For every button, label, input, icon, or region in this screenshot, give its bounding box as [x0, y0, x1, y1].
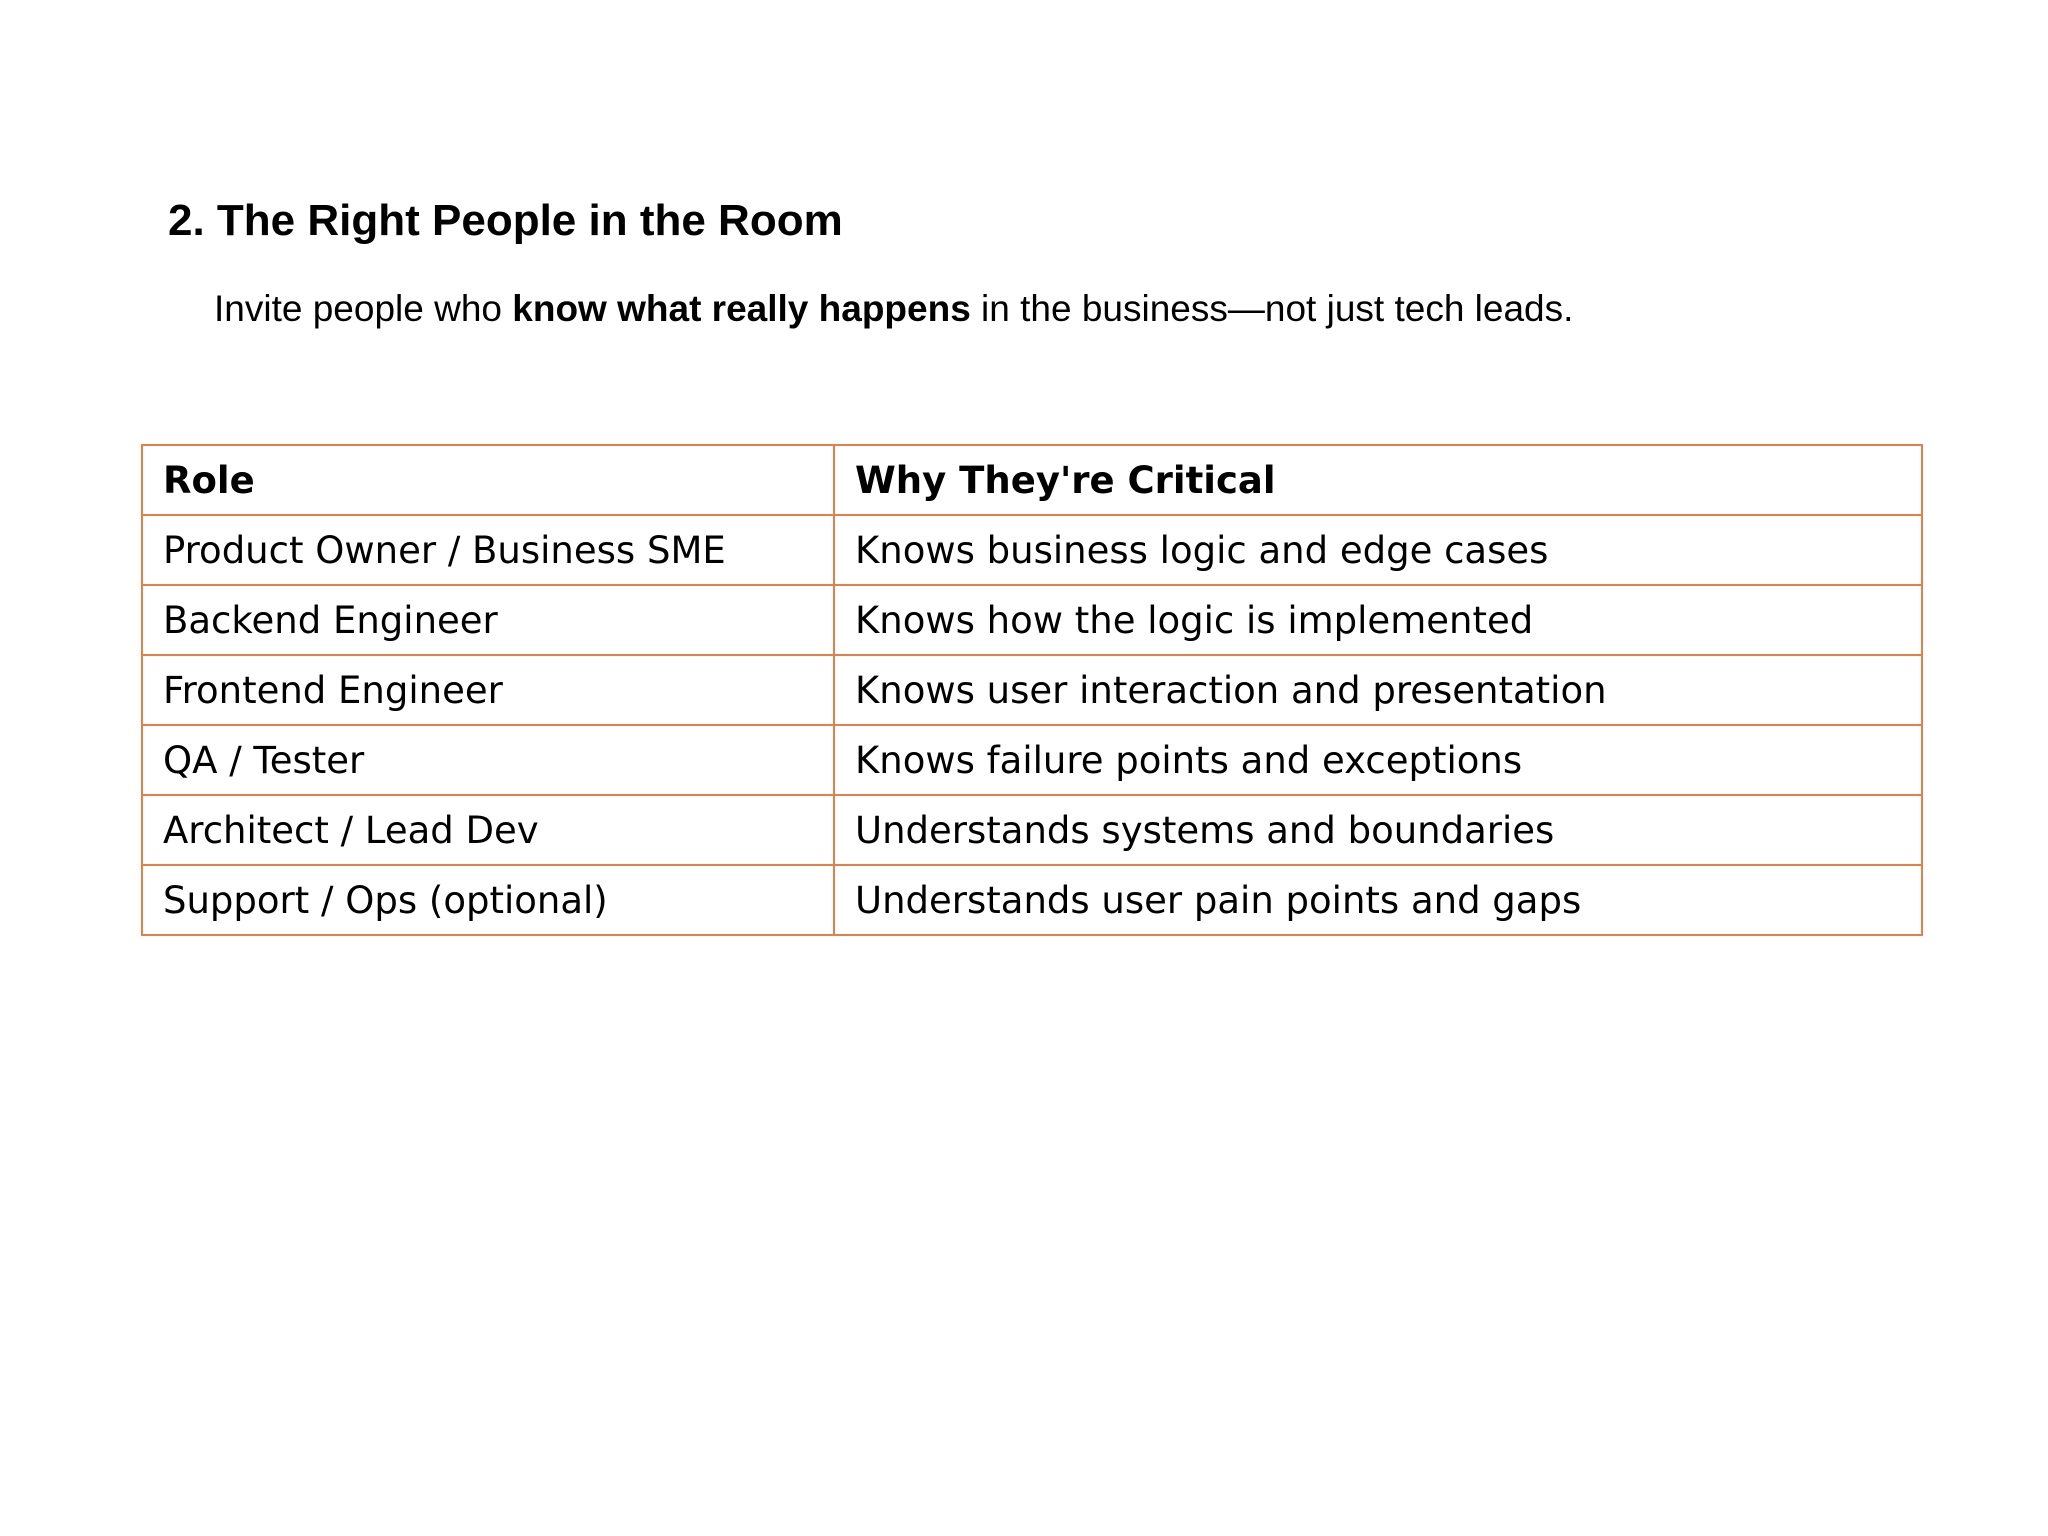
table-row [142, 725, 1922, 795]
header-why-critical: Why They're Critical [834, 445, 1922, 515]
reason-cell: Understands systems and boundaries [834, 795, 1922, 865]
subtitle-text-bold: know what really happens [512, 288, 971, 329]
slide-subtitle [214, 284, 1573, 334]
role-cell: Product Owner / Business SME [142, 515, 834, 585]
reason-cell: Knows how the logic is implemented [834, 585, 1922, 655]
table-row [142, 865, 1922, 935]
role-cell: Frontend Engineer [142, 655, 834, 725]
role-cell: Backend Engineer [142, 585, 834, 655]
slide-title: 2. The Right People in the Room [168, 196, 843, 245]
role-cell: QA / Tester [142, 725, 834, 795]
reason-cell: Knows user interaction and presentation [834, 655, 1922, 725]
reason-cell: Understands user pain points and gaps [834, 865, 1922, 935]
table-row [142, 655, 1922, 725]
table-row [142, 585, 1922, 655]
reason-cell: Knows failure points and exceptions [834, 725, 1922, 795]
header-role: Role [142, 445, 834, 515]
table-row [142, 795, 1922, 865]
table-header-row [142, 445, 1922, 515]
reason-cell: Knows business logic and edge cases [834, 515, 1922, 585]
role-cell: Support / Ops (optional) [142, 865, 834, 935]
subtitle-text-after: in the business—not just tech leads. [970, 288, 1574, 329]
role-cell: Architect / Lead Dev [142, 795, 834, 865]
subtitle-text-before: Invite people who [214, 288, 513, 329]
roles-table [141, 444, 1923, 936]
table-row [142, 515, 1922, 585]
